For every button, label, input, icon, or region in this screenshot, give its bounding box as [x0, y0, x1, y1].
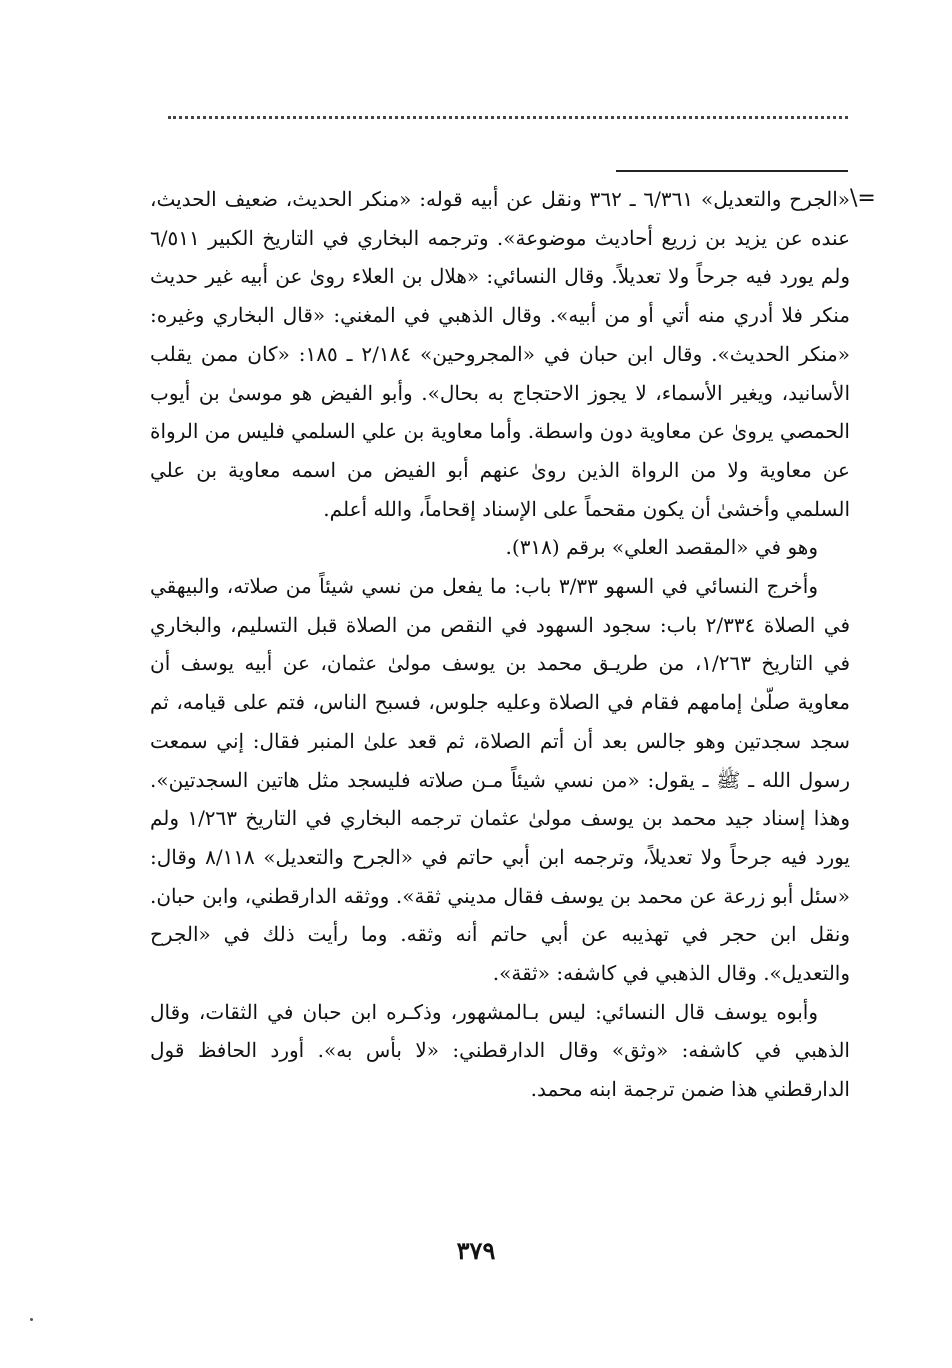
- dotted-separator: [168, 116, 848, 133]
- footnote-paragraph: وهو في «المقصد العلي» برقم (٣١٨).: [505, 535, 818, 560]
- footnote-rule: [616, 170, 848, 172]
- page-number: ٣٧٩: [456, 1236, 496, 1265]
- footnote-paragraph: «الجرح والتعديل» ٦/٣٦١ ـ ٣٦٢ ونقل عن أبيه قوله: «منكر الحديث، ضعيف الحديث، عنده عن يزيد بن زريع أحاديث موضوعة». وترجمه البخاري في التاريخ الكبير ٦/٥١١ ولم يورد فيه جرحاً ولا تعديلاً. وقال النسائي: «هلال بن العلاء روىٰ عن أبيه غير حديث منكر فلا أدري منه أتي أو من أبيه». وقال الذهبي في المغني: «قال البخاري وغيره: «منكر الحديث». وقال ابن حبان في «المجروحين» ٢/١٨٤ ـ ١٨٥: «كان ممن يقلب الأسانيد، ويغير الأسماء، لا يجوز الاحتجاج به بحال». وأبو الفيض هو موسىٰ بن أيوب الحمصي يروىٰ عن معاوية دون واسطة. وأما معاوية بن علي السلمي فليس من الرواة عن معاوية ولا من الرواة الذين روىٰ عنهم أبو الفيض من اسمه معاوية بن علي السلمي وأخشىٰ أن يكون مقحماً على الإسناد إقحاماً، والله أعلم.: [150, 187, 851, 521]
- footnote-continuation-marker: \=: [850, 186, 876, 211]
- scan-speck: [30, 1318, 33, 1321]
- footnote-text: [150, 180, 850, 1109]
- footnote-paragraph: وأبوه يوسف قال النسائي: ليس بـالمشهور، وذكـره ابن حبان في الثقات، وقال الذهبي في كاشفه: «وثق» وقال الدارقطني: «لا بأس به». أورد الحافظ قول الدارقطني هذا ضمن ترجمة ابنه محمد.: [150, 999, 850, 1102]
- footnote-paragraph: وأخرج النسائي في السهو ٣/٣٣ باب: ما يفعل من نسي شيئاً من صلاته، والبيهقي في الصلاة ٢/٣٣٤ باب: سجود السهود في النقص من الصلاة قبل التسليم، والبخاري في التاريخ ١/٢٦٣، من طريـق محمد بن يوسف مولىٰ عثمان، عن أبيه يوسف أن معاوية صلّىٰ إمامهم فقام في الصلاة وعليه جلوس، فسبح الناس، فتم على قيامه، ثم سجد سجدتين وهو جالس بعد أن أتم الصلاة، ثم قعد علىٰ المنبر فقال: إني سمعت رسول الله ـ ﷺ ـ يقول: «من نسي شيئاً مـن صلاته فليسجد مثل هاتين السجدتين». وهذا إسناد جيد محمد بن يوسف مولىٰ عثمان ترجمه البخاري في التاريخ ١/٢٦٣ ولم يورد فيه جرحاً ولا تعديلاً، وترجمه ابن أبي حاتم في «الجرح والتعديل» ٨/١١٨ وقال: «سئل أبو زرعة عن محمد بن يوسف فقال مديني ثقة». ووثقه الدارقطني، وابن حبان. ونقل ابن حجر في تهذيبه عن أبي حاتم أنه وثقه. وما رأيت ذلك في «الجرح والتعديل». وقال الذهبي في كاشفه: «ثقة».: [150, 574, 851, 986]
